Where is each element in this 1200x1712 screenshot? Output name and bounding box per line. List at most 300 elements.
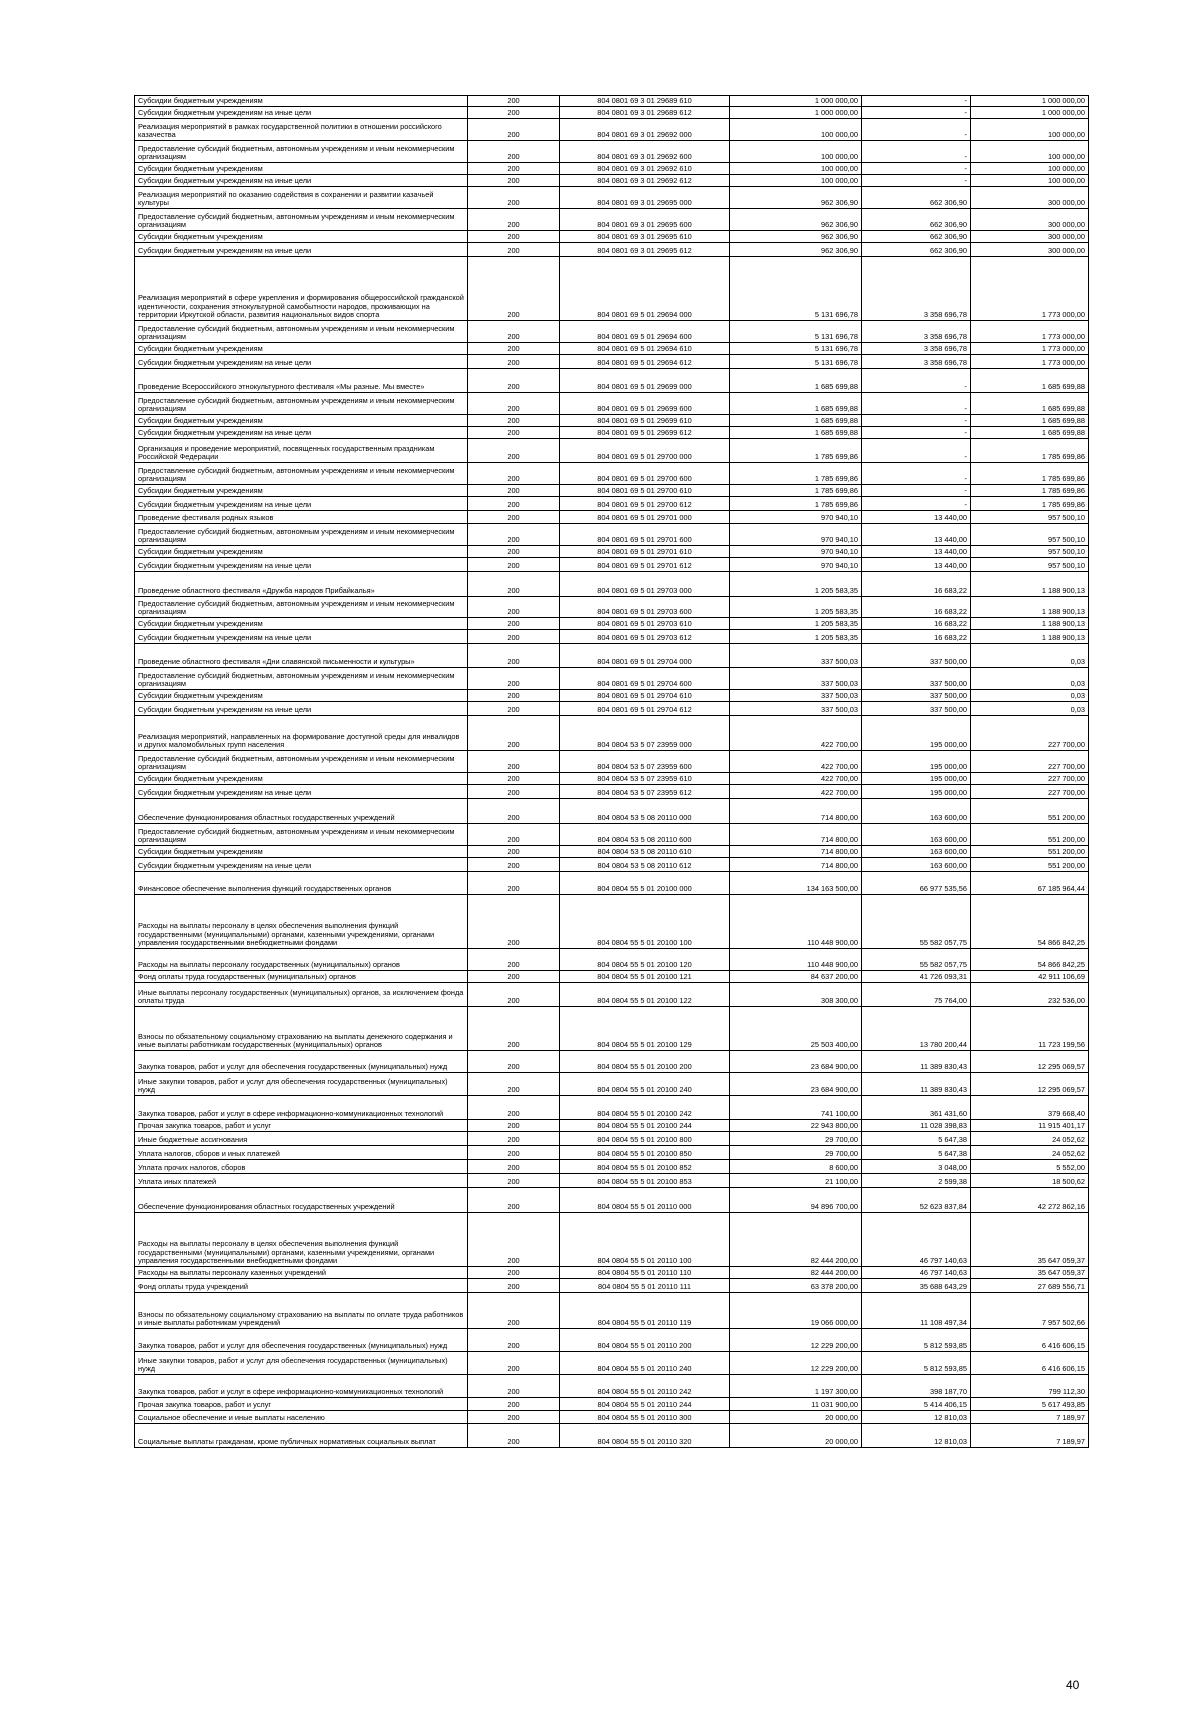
cell-approved-amount: 1 000 000,00 [730,96,862,107]
cell-name: Реализация мероприятий в рамках государственной политики в отношении российского казачества [135,119,468,141]
cell-name: Фонд оплаты труда государственных (муниципальных) органов [135,971,468,983]
cell-name: Социальное обеспечение и иные выплаты населению [135,1411,468,1424]
cell-executed-amount: - [862,175,971,187]
cell-budget-classification-code: 804 0804 53 5 08 20110 612 [560,858,730,872]
cell-budget-classification-code: 804 0801 69 5 01 29694 600 [560,321,730,343]
cell-executed-amount: - [862,107,971,119]
cell-budget-classification-code: 804 0801 69 5 01 29699 610 [560,415,730,427]
cell-executed-amount: 5 647,38 [862,1146,971,1160]
cell-approved-amount: 110 448 900,00 [730,895,862,949]
cell-approved-amount: 962 306,90 [730,187,862,209]
cell-approved-amount: 714 800,00 [730,824,862,846]
cell-unexecuted-amount: 1 188 900,13 [971,597,1089,618]
cell-budget-classification-code: 804 0801 69 5 01 29704 600 [560,668,730,690]
cell-budget-classification-code: 804 0801 69 5 01 29701 610 [560,546,730,558]
cell-unexecuted-amount: 957 500,10 [971,524,1089,546]
cell-unexecuted-amount: 1 188 900,13 [971,572,1089,597]
cell-unexecuted-amount: 1 188 900,13 [971,630,1089,644]
cell-name: Уплата прочих налогов, сборов [135,1160,468,1174]
cell-budget-classification-code: 804 0804 53 5 07 23959 610 [560,773,730,785]
table-row [135,107,1089,119]
table-row [135,572,1089,597]
cell-line-code: 200 [468,546,560,558]
cell-executed-amount: 16 683,22 [862,630,971,644]
cell-unexecuted-amount: 35 647 059,37 [971,1213,1089,1267]
cell-line-code: 200 [468,497,560,511]
cell-line-code: 200 [468,1096,560,1120]
cell-executed-amount: 35 688 643,29 [862,1279,971,1293]
cell-approved-amount: 12 229 200,00 [730,1352,862,1375]
cell-budget-classification-code: 804 0804 55 5 01 20100 800 [560,1132,730,1146]
cell-unexecuted-amount: 54 866 842,25 [971,895,1089,949]
table-row [135,511,1089,524]
cell-name: Закупка товаров, работ и услуг в сфере информационно-коммуникационных технологий [135,1096,468,1120]
cell-approved-amount: 1 205 583,35 [730,572,862,597]
table-row [135,872,1089,895]
cell-executed-amount: 46 797 140,63 [862,1267,971,1279]
cell-unexecuted-amount: 551 200,00 [971,846,1089,858]
cell-executed-amount: 337 500,00 [862,690,971,702]
cell-line-code: 200 [468,439,560,463]
cell-executed-amount: 195 000,00 [862,716,971,751]
cell-budget-classification-code: 804 0804 55 5 01 20110 300 [560,1411,730,1424]
cell-approved-amount: 970 940,10 [730,558,862,572]
cell-name: Предоставление субсидий бюджетным, автономным учреждениям и иным некоммерческим организациям [135,393,468,415]
cell-executed-amount: - [862,141,971,163]
table-row [135,1293,1089,1329]
table-row [135,321,1089,343]
cell-executed-amount: - [862,463,971,485]
cell-budget-classification-code: 804 0801 69 5 01 29704 612 [560,702,730,716]
cell-executed-amount: 75 764,00 [862,983,971,1007]
cell-budget-classification-code: 804 0804 55 5 01 20110 320 [560,1424,730,1448]
table-row [135,163,1089,175]
cell-approved-amount: 1 000 000,00 [730,107,862,119]
cell-name: Закупка товаров, работ и услуг для обеспечения государственных (муниципальных) нужд [135,1329,468,1352]
cell-line-code: 200 [468,668,560,690]
cell-unexecuted-amount: 42 272 862,16 [971,1188,1089,1213]
cell-executed-amount: 12 810,03 [862,1411,971,1424]
cell-line-code: 200 [468,257,560,321]
cell-approved-amount: 962 306,90 [730,231,862,243]
cell-name: Проведение областного фестиваля «Дни славянской письменности и культуры» [135,644,468,668]
cell-unexecuted-amount: 12 295 069,57 [971,1073,1089,1096]
cell-unexecuted-amount: 227 700,00 [971,751,1089,773]
cell-name: Субсидии бюджетным учреждениям [135,846,468,858]
cell-executed-amount: 337 500,00 [862,668,971,690]
cell-approved-amount: 100 000,00 [730,163,862,175]
cell-name: Уплата иных платежей [135,1174,468,1188]
cell-budget-classification-code: 804 0801 69 5 01 29694 000 [560,257,730,321]
cell-name: Иные закупки товаров, работ и услуг для обеспечения государственных (муниципальных) нужд [135,1073,468,1096]
cell-unexecuted-amount: 1 785 699,86 [971,497,1089,511]
cell-approved-amount: 422 700,00 [730,785,862,799]
cell-line-code: 200 [468,1007,560,1051]
cell-budget-classification-code: 804 0801 69 3 01 29689 610 [560,96,730,107]
cell-name: Предоставление субсидий бюджетным, автономным учреждениям и иным некоммерческим организациям [135,463,468,485]
cell-line-code: 200 [468,644,560,668]
cell-budget-classification-code: 804 0801 69 5 01 29703 610 [560,618,730,630]
table-row [135,497,1089,511]
cell-executed-amount: 55 582 057,75 [862,895,971,949]
cell-name: Закупка товаров, работ и услуг для обеспечения государственных (муниципальных) нужд [135,1051,468,1073]
cell-executed-amount: 16 683,22 [862,597,971,618]
cell-approved-amount: 422 700,00 [730,716,862,751]
table-row [135,690,1089,702]
cell-unexecuted-amount: 957 500,10 [971,558,1089,572]
table-row [135,231,1089,243]
table-row [135,485,1089,497]
cell-budget-classification-code: 804 0801 69 3 01 29695 610 [560,231,730,243]
cell-executed-amount: 16 683,22 [862,618,971,630]
table-row [135,824,1089,846]
cell-executed-amount: 11 389 830,43 [862,1051,971,1073]
cell-approved-amount: 337 500,03 [730,644,862,668]
cell-line-code: 200 [468,1132,560,1146]
cell-approved-amount: 714 800,00 [730,799,862,824]
cell-unexecuted-amount: 18 500,62 [971,1174,1089,1188]
cell-unexecuted-amount: 300 000,00 [971,231,1089,243]
cell-executed-amount: 398 187,70 [862,1375,971,1398]
table-row [135,415,1089,427]
cell-budget-classification-code: 804 0804 53 5 07 23959 600 [560,751,730,773]
cell-executed-amount: - [862,369,971,393]
cell-budget-classification-code: 804 0801 69 5 01 29700 000 [560,439,730,463]
cell-budget-classification-code: 804 0804 55 5 01 20100 000 [560,872,730,895]
cell-budget-classification-code: 804 0801 69 3 01 29692 000 [560,119,730,141]
cell-budget-classification-code: 804 0801 69 5 01 29700 612 [560,497,730,511]
cell-unexecuted-amount: 1 773 000,00 [971,321,1089,343]
cell-line-code: 200 [468,393,560,415]
cell-executed-amount: 13 440,00 [862,558,971,572]
cell-executed-amount: 195 000,00 [862,773,971,785]
table-row [135,175,1089,187]
cell-unexecuted-amount: 1 785 699,86 [971,463,1089,485]
cell-name: Субсидии бюджетным учреждениям на иные цели [135,702,468,716]
cell-line-code: 200 [468,187,560,209]
cell-unexecuted-amount: 227 700,00 [971,773,1089,785]
cell-budget-classification-code: 804 0801 69 3 01 29692 610 [560,163,730,175]
cell-name: Предоставление субсидий бюджетным, автономным учреждениям и иным некоммерческим организациям [135,321,468,343]
cell-name: Субсидии бюджетным учреждениям на иные цели [135,175,468,187]
table-row [135,355,1089,369]
table-row [135,439,1089,463]
cell-unexecuted-amount: 5 617 493,85 [971,1398,1089,1411]
cell-line-code: 200 [468,1267,560,1279]
cell-approved-amount: 962 306,90 [730,209,862,231]
table-row [135,785,1089,799]
cell-approved-amount: 1 685 699,88 [730,427,862,439]
cell-unexecuted-amount: 24 052,62 [971,1146,1089,1160]
cell-line-code: 200 [468,119,560,141]
cell-approved-amount: 1 205 583,35 [730,618,862,630]
cell-executed-amount: 3 358 696,78 [862,257,971,321]
table-row [135,243,1089,257]
cell-line-code: 200 [468,231,560,243]
cell-approved-amount: 19 066 000,00 [730,1293,862,1329]
cell-unexecuted-amount: 799 112,30 [971,1375,1089,1398]
table-row [135,1160,1089,1174]
budget-table-body [135,96,1089,1448]
cell-name: Субсидии бюджетным учреждениям [135,690,468,702]
table-row [135,751,1089,773]
cell-executed-amount: 662 306,90 [862,209,971,231]
cell-budget-classification-code: 804 0804 55 5 01 20100 240 [560,1073,730,1096]
cell-unexecuted-amount: 7 189,97 [971,1411,1089,1424]
cell-executed-amount: 13 780 200,44 [862,1007,971,1051]
cell-unexecuted-amount: 300 000,00 [971,209,1089,231]
table-row [135,1051,1089,1073]
cell-line-code: 200 [468,872,560,895]
table-row [135,1329,1089,1352]
cell-executed-amount: 66 977 535,56 [862,872,971,895]
cell-budget-classification-code: 804 0801 69 3 01 29692 612 [560,175,730,187]
cell-line-code: 200 [468,355,560,369]
cell-unexecuted-amount: 0,03 [971,644,1089,668]
cell-unexecuted-amount: 1 785 699,86 [971,439,1089,463]
cell-name: Субсидии бюджетным учреждениям на иные цели [135,785,468,799]
table-row [135,427,1089,439]
cell-unexecuted-amount: 957 500,10 [971,511,1089,524]
cell-unexecuted-amount: 1 773 000,00 [971,257,1089,321]
cell-unexecuted-amount: 551 200,00 [971,858,1089,872]
cell-line-code: 200 [468,716,560,751]
cell-line-code: 200 [468,1424,560,1448]
cell-line-code: 200 [468,858,560,872]
cell-executed-amount: 5 647,38 [862,1132,971,1146]
cell-budget-classification-code: 804 0804 55 5 01 20110 000 [560,1188,730,1213]
cell-name: Субсидии бюджетным учреждениям на иные цели [135,355,468,369]
cell-name: Иные выплаты персоналу государственных (муниципальных) органов, за исключением фонда оплаты труда [135,983,468,1007]
cell-name: Взносы по обязательному социальному страхованию на выплаты денежного содержания и иные выплаты работникам государственных (муниципальных) органов [135,1007,468,1051]
cell-unexecuted-amount: 100 000,00 [971,175,1089,187]
cell-unexecuted-amount: 551 200,00 [971,799,1089,824]
cell-line-code: 200 [468,243,560,257]
cell-approved-amount: 20 000,00 [730,1411,862,1424]
cell-unexecuted-amount: 227 700,00 [971,716,1089,751]
cell-executed-amount: 11 389 830,43 [862,1073,971,1096]
cell-executed-amount: - [862,427,971,439]
cell-budget-classification-code: 804 0801 69 5 01 29704 610 [560,690,730,702]
cell-approved-amount: 970 940,10 [730,546,862,558]
cell-name: Реализация мероприятий, направленных на формирование доступной среды для инвалидов и других маломобильных групп населения [135,716,468,751]
cell-line-code: 200 [468,485,560,497]
cell-line-code: 200 [468,1213,560,1267]
cell-executed-amount: - [862,393,971,415]
table-row [135,1096,1089,1120]
cell-name: Прочая закупка товаров, работ и услуг [135,1398,468,1411]
cell-approved-amount: 82 444 200,00 [730,1267,862,1279]
cell-budget-classification-code: 804 0801 69 3 01 29692 600 [560,141,730,163]
cell-name: Проведение фестиваля родных языков [135,511,468,524]
cell-budget-classification-code: 804 0804 55 5 01 20100 100 [560,895,730,949]
cell-executed-amount: 13 440,00 [862,546,971,558]
table-row [135,702,1089,716]
cell-approved-amount: 100 000,00 [730,119,862,141]
cell-executed-amount: 163 600,00 [862,846,971,858]
cell-name: Субсидии бюджетным учреждениям на иные цели [135,107,468,119]
cell-line-code: 200 [468,690,560,702]
table-row [135,971,1089,983]
cell-unexecuted-amount: 1 685 699,88 [971,393,1089,415]
cell-name: Расходы на выплаты персоналу казенных учреждений [135,1267,468,1279]
table-row [135,1267,1089,1279]
cell-unexecuted-amount: 1 000 000,00 [971,96,1089,107]
cell-executed-amount: 163 600,00 [862,858,971,872]
cell-line-code: 200 [468,209,560,231]
cell-line-code: 200 [468,630,560,644]
cell-unexecuted-amount: 7 189,97 [971,1424,1089,1448]
cell-unexecuted-amount: 0,03 [971,668,1089,690]
cell-unexecuted-amount: 6 416 606,15 [971,1352,1089,1375]
cell-name: Субсидии бюджетным учреждениям [135,773,468,785]
cell-budget-classification-code: 804 0804 55 5 01 20110 119 [560,1293,730,1329]
cell-budget-classification-code: 804 0804 55 5 01 20100 200 [560,1051,730,1073]
cell-name: Субсидии бюджетным учреждениям на иные цели [135,497,468,511]
cell-approved-amount: 23 684 900,00 [730,1051,862,1073]
table-row [135,630,1089,644]
cell-budget-classification-code: 804 0804 55 5 01 20100 852 [560,1160,730,1174]
cell-unexecuted-amount: 12 295 069,57 [971,1051,1089,1073]
cell-name: Субсидии бюджетным учреждениям [135,618,468,630]
cell-executed-amount: 3 048,00 [862,1160,971,1174]
cell-unexecuted-amount: 7 957 502,66 [971,1293,1089,1329]
cell-executed-amount: 662 306,90 [862,243,971,257]
cell-approved-amount: 714 800,00 [730,858,862,872]
cell-budget-classification-code: 804 0804 55 5 01 20110 240 [560,1352,730,1375]
cell-unexecuted-amount: 1 188 900,13 [971,618,1089,630]
cell-approved-amount: 29 700,00 [730,1132,862,1146]
cell-budget-classification-code: 804 0801 69 5 01 29701 000 [560,511,730,524]
cell-unexecuted-amount: 54 866 842,25 [971,949,1089,971]
cell-name: Закупка товаров, работ и услуг в сфере информационно-коммуникационных технологий [135,1375,468,1398]
cell-approved-amount: 134 163 500,00 [730,872,862,895]
cell-executed-amount: 13 440,00 [862,511,971,524]
cell-executed-amount: - [862,439,971,463]
cell-budget-classification-code: 804 0801 69 3 01 29695 612 [560,243,730,257]
cell-executed-amount: 163 600,00 [862,799,971,824]
cell-approved-amount: 5 131 696,78 [730,355,862,369]
cell-executed-amount: 11 108 497,34 [862,1293,971,1329]
cell-name: Проведение областного фестиваля «Дружба народов Прибайкалья» [135,572,468,597]
cell-unexecuted-amount: 957 500,10 [971,546,1089,558]
cell-unexecuted-amount: 0,03 [971,690,1089,702]
cell-name: Субсидии бюджетным учреждениям [135,546,468,558]
cell-name: Субсидии бюджетным учреждениям [135,343,468,355]
cell-name: Расходы на выплаты персоналу в целях обеспечения выполнения функций государственными (муниципальными) органами, казенными учреждениями, органами управления государственными внебюджетными фондами [135,1213,468,1267]
cell-name: Субсидии бюджетным учреждениям [135,96,468,107]
cell-line-code: 200 [468,321,560,343]
cell-budget-classification-code: 804 0801 69 5 01 29700 610 [560,485,730,497]
cell-line-code: 200 [468,463,560,485]
cell-approved-amount: 422 700,00 [730,751,862,773]
cell-executed-amount: 662 306,90 [862,187,971,209]
cell-line-code: 200 [468,618,560,630]
cell-budget-classification-code: 804 0801 69 5 01 29704 000 [560,644,730,668]
cell-approved-amount: 8 600,00 [730,1160,862,1174]
cell-name: Реализация мероприятий в сфере укрепления и формирования общероссийской гражданской идентичности, сохранения этнокультурной самобытности народов, проживающих на территории Иркутской области, развития национальных видов спорта [135,257,468,321]
cell-executed-amount: 163 600,00 [862,824,971,846]
cell-executed-amount: 5 812 593,85 [862,1329,971,1352]
cell-line-code: 200 [468,824,560,846]
cell-approved-amount: 308 300,00 [730,983,862,1007]
cell-line-code: 200 [468,1293,560,1329]
table-row [135,558,1089,572]
cell-line-code: 200 [468,971,560,983]
cell-budget-classification-code: 804 0804 55 5 01 20110 200 [560,1329,730,1352]
table-row [135,343,1089,355]
cell-approved-amount: 1 197 300,00 [730,1375,862,1398]
cell-line-code: 200 [468,1051,560,1073]
cell-unexecuted-amount: 27 689 556,71 [971,1279,1089,1293]
cell-name: Предоставление субсидий бюджетным, автономным учреждениям и иным некоммерческим организациям [135,597,468,618]
cell-approved-amount: 741 100,00 [730,1096,862,1120]
cell-name: Финансовое обеспечение выполнения функций государственных органов [135,872,468,895]
table-row [135,1279,1089,1293]
cell-line-code: 200 [468,558,560,572]
cell-name: Предоставление субсидий бюджетным, автономным учреждениям и иным некоммерческим организациям [135,524,468,546]
cell-line-code: 200 [468,343,560,355]
cell-budget-classification-code: 804 0804 55 5 01 20110 244 [560,1398,730,1411]
cell-executed-amount: 46 797 140,63 [862,1213,971,1267]
table-row [135,96,1089,107]
cell-approved-amount: 970 940,10 [730,511,862,524]
cell-budget-classification-code: 804 0804 53 5 07 23959 000 [560,716,730,751]
cell-approved-amount: 1 205 583,35 [730,630,862,644]
table-row [135,1132,1089,1146]
cell-executed-amount: 52 623 837,84 [862,1188,971,1213]
cell-line-code: 200 [468,773,560,785]
table-row [135,1213,1089,1267]
cell-approved-amount: 94 896 700,00 [730,1188,862,1213]
cell-name: Иные закупки товаров, работ и услуг для обеспечения государственных (муниципальных) нужд [135,1352,468,1375]
table-row [135,119,1089,141]
cell-approved-amount: 422 700,00 [730,773,862,785]
table-row [135,716,1089,751]
cell-unexecuted-amount: 1 685 699,88 [971,427,1089,439]
cell-budget-classification-code: 804 0801 69 5 01 29699 600 [560,393,730,415]
cell-approved-amount: 21 100,00 [730,1174,862,1188]
cell-name: Предоставление субсидий бюджетным, автономным учреждениям и иным некоммерческим организациям [135,209,468,231]
cell-line-code: 200 [468,1174,560,1188]
cell-approved-amount: 5 131 696,78 [730,321,862,343]
cell-budget-classification-code: 804 0801 69 5 01 29694 612 [560,355,730,369]
table-row [135,983,1089,1007]
cell-budget-classification-code: 804 0801 69 5 01 29699 000 [560,369,730,393]
cell-budget-classification-code: 804 0801 69 3 01 29689 612 [560,107,730,119]
cell-unexecuted-amount: 1 000 000,00 [971,107,1089,119]
page-number: 40 [1066,1678,1080,1692]
cell-budget-classification-code: 804 0804 55 5 01 20100 129 [560,1007,730,1051]
cell-line-code: 200 [468,949,560,971]
cell-name: Взносы по обязательному социальному страхованию на выплаты по оплате труда работников и иные выплаты работникам учреждений [135,1293,468,1329]
cell-unexecuted-amount: 1 773 000,00 [971,355,1089,369]
cell-line-code: 200 [468,751,560,773]
cell-approved-amount: 337 500,03 [730,702,862,716]
table-row [135,858,1089,872]
cell-unexecuted-amount: 379 668,40 [971,1096,1089,1120]
cell-budget-classification-code: 804 0801 69 5 01 29694 610 [560,343,730,355]
cell-budget-classification-code: 804 0804 55 5 01 20110 100 [560,1213,730,1267]
cell-approved-amount: 5 131 696,78 [730,343,862,355]
cell-approved-amount: 5 131 696,78 [730,257,862,321]
cell-name: Уплата налогов, сборов и иных платежей [135,1146,468,1160]
cell-name: Предоставление субсидий бюджетным, автономным учреждениям и иным некоммерческим организациям [135,824,468,846]
cell-name: Субсидии бюджетным учреждениям на иные цели [135,427,468,439]
cell-approved-amount: 12 229 200,00 [730,1329,862,1352]
cell-unexecuted-amount: 0,03 [971,702,1089,716]
cell-name: Субсидии бюджетным учреждениям на иные цели [135,858,468,872]
